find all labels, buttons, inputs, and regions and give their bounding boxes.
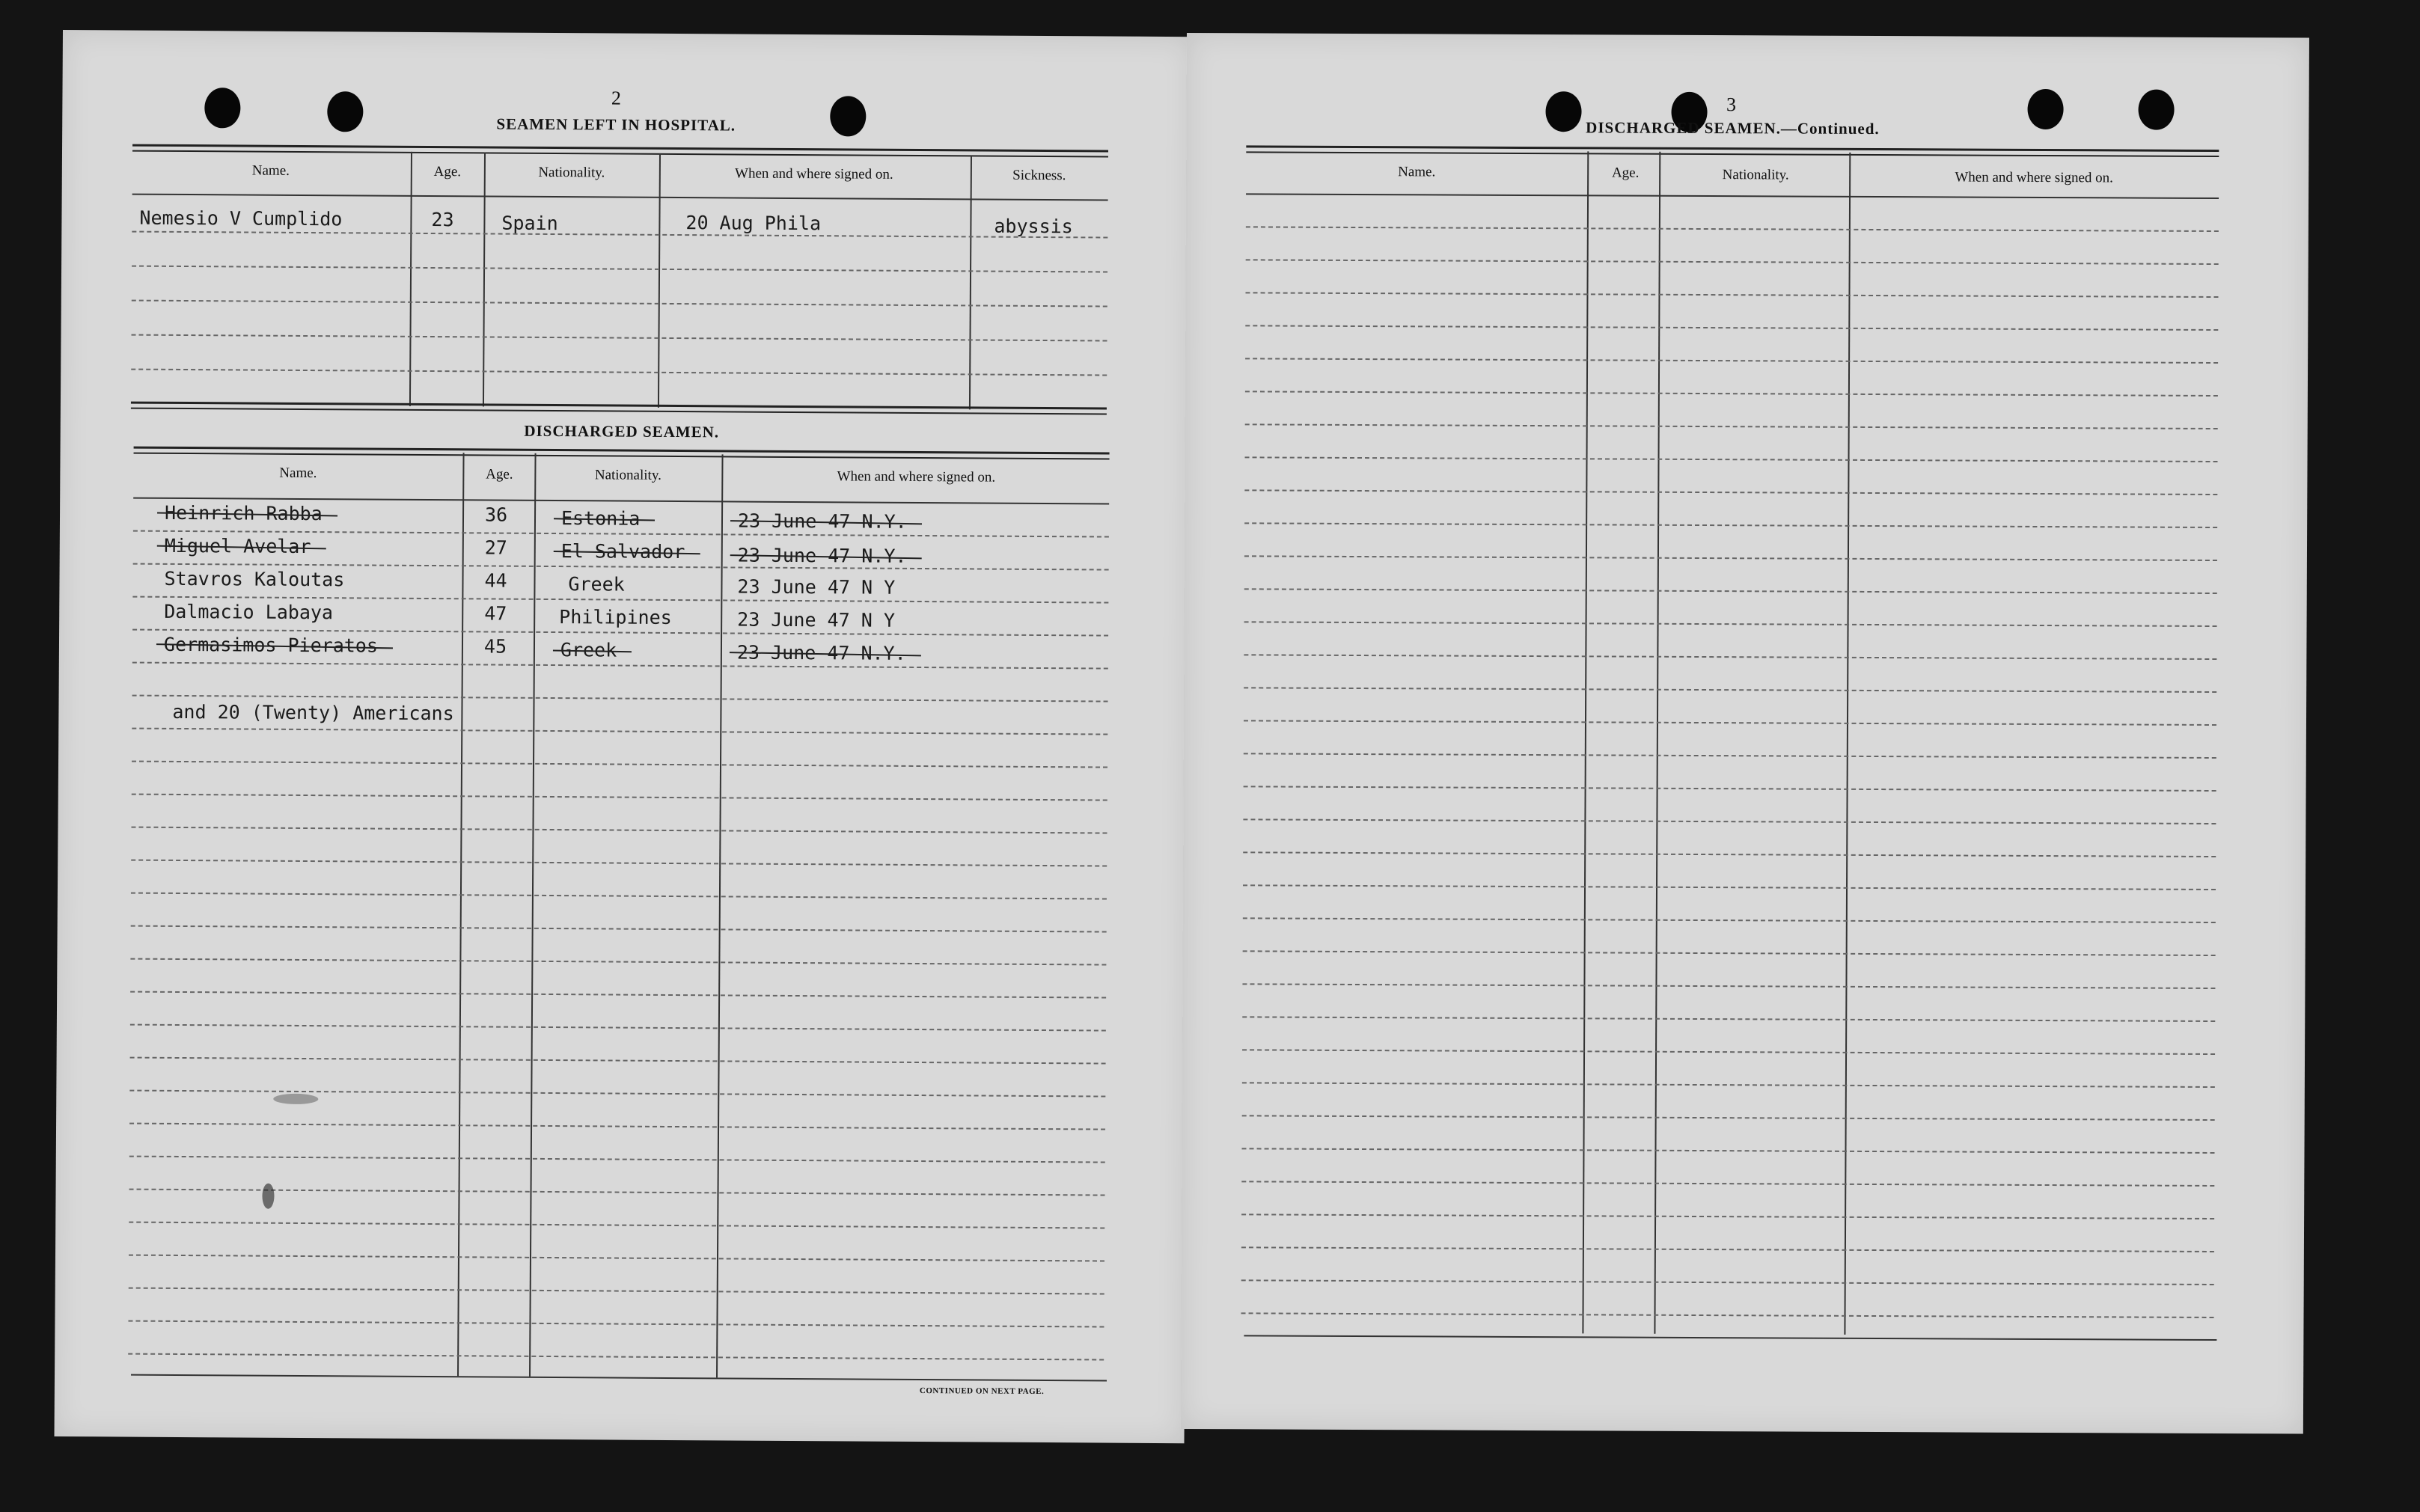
ruled-line bbox=[1244, 753, 2216, 759]
ruled-line bbox=[1244, 555, 2217, 561]
ruled-line bbox=[1245, 358, 2218, 364]
right-page bbox=[1181, 33, 2309, 1434]
ruled-lines bbox=[1187, 33, 2309, 38]
discharged-signed-on: 23 June 47 N Y bbox=[737, 608, 896, 631]
discharged-section-title: DISCHARGED SEAMEN. bbox=[524, 421, 720, 441]
ruled-line bbox=[129, 1255, 1104, 1262]
discharged-nationality: Greek bbox=[568, 573, 625, 596]
ruled-line bbox=[1244, 489, 2217, 495]
discharged-nationality: Philipines bbox=[559, 606, 672, 628]
ruled-line bbox=[1241, 1148, 2214, 1154]
table-rule bbox=[131, 402, 1107, 415]
ruled-line bbox=[1243, 851, 2216, 857]
discharged-name: Heinrich Rabba bbox=[164, 501, 323, 525]
ruled-line bbox=[1244, 522, 2217, 528]
ruled-line bbox=[1244, 621, 2217, 627]
col-header-signed-on: When and where signed on. bbox=[837, 468, 996, 486]
table-rule bbox=[131, 1374, 1107, 1382]
ruled-line bbox=[131, 369, 1107, 376]
ruled-line bbox=[1246, 259, 2219, 265]
hospital-sickness: abyssis bbox=[994, 215, 1073, 238]
col-header-age: Age. bbox=[433, 164, 462, 180]
punch-hole bbox=[2138, 90, 2174, 130]
discharged-signed-on: 23 June 47 N.Y. bbox=[737, 509, 907, 533]
discharged-age: 36 bbox=[484, 504, 508, 526]
ruled-line bbox=[1245, 325, 2218, 331]
col-header-nationality: Nationality. bbox=[1722, 167, 1789, 183]
ruled-line bbox=[1243, 917, 2216, 923]
table-rule bbox=[1246, 193, 2219, 199]
column-divider bbox=[716, 454, 724, 1377]
ruled-line bbox=[132, 728, 1107, 735]
table-rule bbox=[134, 447, 1110, 460]
ruled-line bbox=[128, 1353, 1104, 1361]
punch-hole bbox=[2027, 89, 2063, 129]
discharged-signed-on: 23 June 47 N Y bbox=[737, 575, 896, 599]
ruled-line bbox=[129, 1156, 1105, 1163]
col-header-age: Age. bbox=[486, 466, 513, 483]
ruled-line bbox=[132, 662, 1108, 670]
ruled-line bbox=[132, 231, 1107, 239]
discharged-nationality: Estonia bbox=[560, 507, 641, 530]
punch-hole bbox=[830, 96, 866, 136]
ruled-line bbox=[1242, 983, 2215, 989]
ruled-line bbox=[1243, 818, 2216, 824]
ruled-line bbox=[129, 1123, 1105, 1130]
column-divider bbox=[1844, 153, 1851, 1335]
ruled-line bbox=[1244, 687, 2216, 693]
ruled-line bbox=[1245, 391, 2218, 397]
table-rule bbox=[1244, 1335, 2216, 1341]
hospital-nationality: Spain bbox=[501, 212, 558, 235]
hospital-signed-on: 20 Aug Phila bbox=[685, 212, 822, 235]
ruled-line bbox=[132, 761, 1107, 768]
ruled-line bbox=[1241, 1181, 2214, 1187]
column-divider bbox=[409, 152, 412, 406]
discharged-name: Dalmacio Labaya bbox=[164, 600, 334, 624]
ruled-line bbox=[1241, 1246, 2214, 1252]
ruled-line bbox=[129, 1189, 1105, 1196]
ruled-line bbox=[1243, 884, 2216, 890]
hospital-age: 23 bbox=[431, 209, 454, 231]
ruled-line bbox=[1245, 456, 2218, 462]
col-header-sickness: Sickness. bbox=[1012, 167, 1066, 184]
discharged-age: 45 bbox=[483, 635, 507, 658]
discharged-age: 44 bbox=[484, 569, 507, 592]
discharged-name: Miguel Avelar bbox=[164, 534, 311, 558]
table-rule bbox=[132, 194, 1108, 201]
punch-hole bbox=[204, 88, 240, 128]
ruled-line bbox=[1245, 423, 2218, 429]
column-divider bbox=[1654, 152, 1660, 1334]
col-header-name: Name. bbox=[251, 162, 290, 179]
continued-note: CONTINUED ON NEXT PAGE. bbox=[919, 1386, 1045, 1397]
ruled-line bbox=[1241, 1213, 2214, 1219]
col-header-name: Name. bbox=[279, 465, 317, 482]
ruled-line bbox=[130, 1057, 1106, 1065]
discharged-age: 27 bbox=[484, 536, 507, 559]
ruled-line bbox=[130, 1024, 1106, 1032]
ruled-line bbox=[132, 794, 1107, 801]
ruled-line bbox=[1244, 786, 2216, 792]
column-divider bbox=[529, 453, 537, 1377]
column-divider bbox=[457, 453, 465, 1376]
table-rule bbox=[1246, 145, 2219, 157]
ruled-line bbox=[1242, 1082, 2215, 1088]
col-header-signed-on: When and where signed on. bbox=[1955, 169, 2113, 186]
ruled-line bbox=[132, 334, 1107, 342]
col-header-nationality: Nationality. bbox=[594, 467, 661, 483]
column-divider bbox=[1582, 151, 1589, 1333]
ruled-line bbox=[1244, 720, 2216, 726]
hospital-name: Nemesio V Cumplido bbox=[139, 206, 343, 230]
discharged-name: Germasimos Pieratos bbox=[163, 633, 379, 657]
ink-smudge bbox=[273, 1094, 318, 1104]
discharged-nationality: El Salvador bbox=[560, 540, 685, 563]
column-divider bbox=[969, 155, 972, 409]
ruled-line bbox=[1245, 292, 2218, 298]
ink-smudge bbox=[262, 1184, 274, 1209]
col-header-age: Age. bbox=[1611, 165, 1640, 181]
ruled-line bbox=[131, 925, 1107, 933]
col-header-name: Name. bbox=[1398, 164, 1436, 180]
ruled-line bbox=[1242, 1016, 2215, 1022]
ruled-line bbox=[129, 1288, 1104, 1295]
ruled-line bbox=[130, 991, 1106, 999]
discharged-note: and 20 (Twenty) Americans bbox=[172, 700, 454, 725]
discharged-signed-on: 23 June 47 N.Y. bbox=[736, 641, 906, 664]
discharged-nationality: Greek bbox=[560, 639, 617, 661]
col-header-signed-on: When and where signed on. bbox=[734, 165, 893, 183]
ruled-lines bbox=[63, 30, 1193, 37]
ruled-line bbox=[131, 827, 1107, 834]
discharged-signed-on: 23 June 47 N.Y. bbox=[737, 544, 907, 567]
column-divider bbox=[658, 153, 661, 408]
column-divider bbox=[483, 152, 486, 406]
page-number: 3 bbox=[1726, 94, 1737, 116]
ruled-line bbox=[1242, 1115, 2215, 1121]
ruled-line bbox=[1244, 654, 2216, 660]
ruled-line bbox=[1243, 950, 2216, 956]
discharged-name: Stavros Kaloutas bbox=[164, 567, 345, 591]
section-title: DISCHARGED SEAMEN.—Continued. bbox=[1586, 118, 1880, 138]
ruled-line bbox=[132, 300, 1107, 307]
discharged-age: 47 bbox=[484, 602, 507, 625]
ruled-line bbox=[132, 266, 1107, 273]
col-header-nationality: Nationality. bbox=[538, 164, 605, 181]
ruled-line bbox=[1241, 1312, 2214, 1318]
ruled-line bbox=[131, 860, 1107, 867]
ruled-line bbox=[1246, 226, 2219, 232]
ruled-line bbox=[129, 1222, 1104, 1229]
ruled-line bbox=[1241, 1279, 2214, 1285]
ruled-line bbox=[1244, 588, 2217, 594]
punch-hole bbox=[327, 91, 363, 132]
table-rule bbox=[132, 144, 1108, 158]
hospital-section-title: SEAMEN LEFT IN HOSPITAL. bbox=[496, 114, 736, 135]
ruled-line bbox=[1242, 1049, 2215, 1055]
ruled-line bbox=[131, 893, 1107, 900]
ruled-line bbox=[128, 1320, 1104, 1328]
page-number: 2 bbox=[611, 87, 622, 109]
left-page bbox=[55, 30, 1193, 1443]
ruled-line bbox=[130, 958, 1106, 966]
